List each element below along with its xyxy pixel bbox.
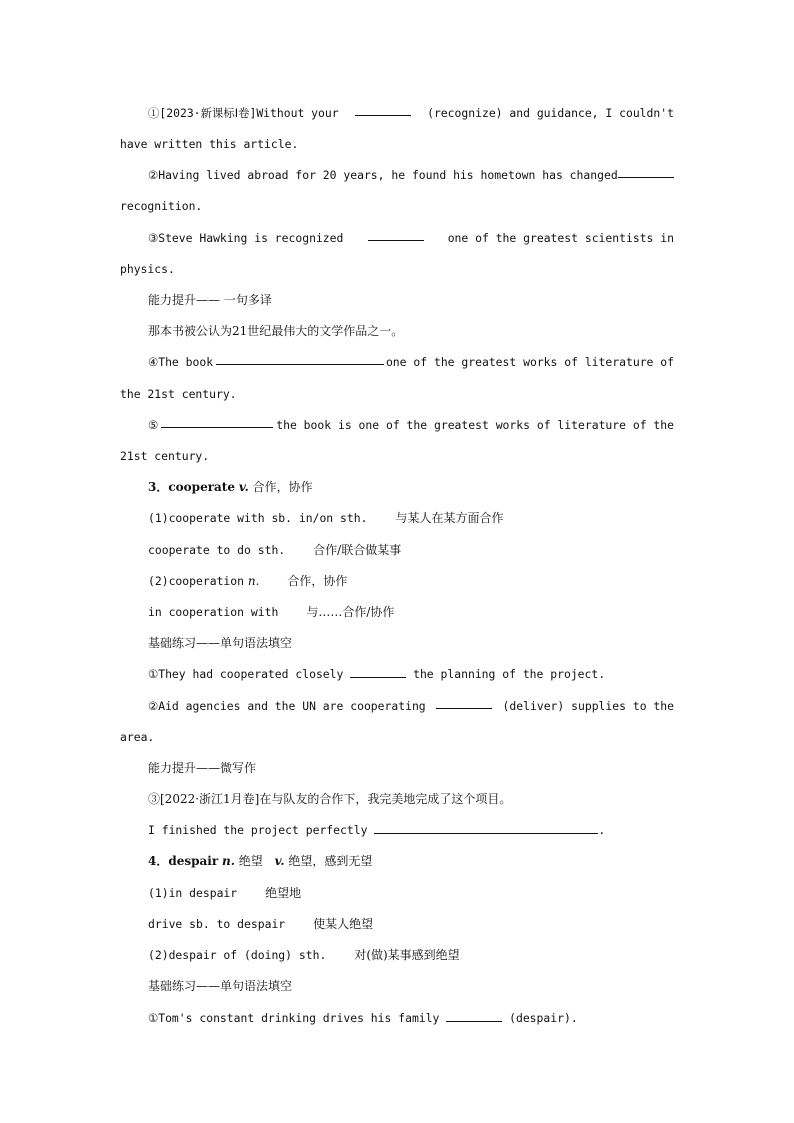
headword: despair bbox=[168, 854, 219, 868]
answer-blank[interactable] bbox=[216, 352, 384, 365]
headword-meaning: 绝望 bbox=[238, 854, 263, 868]
phrase-english: cooperate to do sth. bbox=[148, 543, 286, 557]
phrase-english: (2)despair of (doing) sth. bbox=[148, 948, 327, 962]
answer-blank[interactable] bbox=[355, 103, 411, 116]
phrase-english: in cooperation with bbox=[148, 605, 279, 619]
exercise-3-line bbox=[148, 228, 674, 248]
exercise-2-line bbox=[148, 165, 674, 185]
exercise-5-prefix: ⑤ bbox=[148, 418, 159, 432]
exercise-5-line bbox=[148, 415, 674, 435]
exercise-suffix: the planning of the project. bbox=[413, 667, 606, 681]
exercise-1-suffix: (recognize) and guidance, I couldn't bbox=[427, 106, 674, 120]
headword-meaning: 绝望，感到无望 bbox=[288, 854, 373, 868]
exercise-3-2-line bbox=[148, 696, 674, 716]
phrase-meaning: 对(做)某事感到绝望 bbox=[354, 948, 460, 962]
exercise-prefix: ①They had cooperated closely bbox=[148, 667, 344, 681]
exercise-continuation: area. bbox=[120, 730, 155, 744]
sentence-end: . bbox=[598, 823, 606, 837]
exercise-4-1-line bbox=[148, 1008, 578, 1028]
part-of-speech: v. bbox=[238, 480, 249, 494]
exercise-prefix: ②Aid agencies and the UN are cooperating bbox=[148, 699, 426, 713]
exercise-3-prefix: ③Steve Hawking is recognized bbox=[148, 231, 344, 245]
writing-answer-line bbox=[148, 820, 605, 840]
answer-blank[interactable] bbox=[161, 415, 273, 428]
phrase-meaning: 绝望地 bbox=[265, 886, 302, 900]
section-number: 3． bbox=[148, 480, 169, 494]
exercise-2-continuation: recognition. bbox=[120, 199, 203, 213]
improve-heading: 能力提升—— 一句多译 bbox=[148, 293, 272, 307]
phrase-english: (1)in despair bbox=[148, 886, 238, 900]
answer-blank[interactable] bbox=[436, 696, 492, 709]
phrase-4 bbox=[148, 602, 394, 622]
phrase-meaning: 合作，协作 bbox=[287, 574, 348, 588]
exercise-4-line bbox=[148, 352, 674, 372]
exercise-3-continuation: physics. bbox=[120, 262, 175, 276]
phrase-meaning: 合作/联合做某事 bbox=[313, 543, 402, 557]
answer-blank[interactable] bbox=[350, 665, 406, 678]
exercise-3-suffix: one of the greatest scientists in bbox=[447, 231, 674, 245]
part-of-speech: n. bbox=[222, 854, 235, 868]
phrase-2 bbox=[148, 914, 373, 934]
exercise-4-prefix: ④The book bbox=[148, 355, 214, 369]
exercise-1-prefix: ①[2023·新课标Ⅰ卷]Without your bbox=[148, 106, 339, 120]
part-of-speech: v. bbox=[274, 854, 285, 868]
exercise-2-prefix: ②Having lived abroad for 20 years, he found his hometown has changed bbox=[148, 168, 618, 182]
phrase-meaning: 与某人在某方面合作 bbox=[395, 511, 504, 525]
writing-prompt: ③[2022·浙江1月卷]在与队友的合作下，我完美地完成了这个项目。 bbox=[148, 792, 512, 806]
phrase-meaning: 与……合作/协作 bbox=[306, 605, 395, 619]
exercise-suffix: (despair). bbox=[509, 1011, 578, 1025]
basic-heading: 基础练习——单句语法填空 bbox=[148, 979, 293, 993]
chinese-sentence: 那本书被公认为21世纪最伟大的文学作品之一。 bbox=[148, 324, 404, 338]
phrase-english: drive sb. to despair bbox=[148, 917, 286, 931]
phrase-3 bbox=[148, 571, 347, 591]
phrase-1 bbox=[148, 883, 301, 903]
exercise-5-continuation: 21st century. bbox=[120, 449, 210, 463]
answer-blank[interactable] bbox=[374, 821, 598, 834]
phrase-3 bbox=[148, 945, 460, 965]
basic-heading: 基础练习——单句语法填空 bbox=[148, 636, 293, 650]
phrase-meaning: 使某人绝望 bbox=[313, 917, 374, 931]
section-3-title bbox=[148, 477, 313, 497]
exercise-5-suffix: the book is one of the greatest works of literature of the bbox=[276, 418, 674, 432]
answer-blank[interactable] bbox=[368, 228, 424, 241]
exercise-prefix: ①Tom's constant drinking drives his family bbox=[148, 1011, 440, 1025]
exercise-prefix: I finished the project perfectly bbox=[148, 823, 368, 837]
headword: cooperate bbox=[168, 480, 235, 494]
phrase-english: (1)cooperate with sb. in/on sth. bbox=[148, 511, 368, 525]
phrase-1 bbox=[148, 508, 503, 528]
phrase-english: (2)cooperation bbox=[148, 574, 245, 588]
exercise-4-suffix: one of the greatest works of literature of bbox=[385, 355, 674, 369]
part-of-speech: n. bbox=[247, 574, 260, 588]
exercise-4-continuation: the 21st century. bbox=[120, 387, 237, 401]
exercise-suffix: (deliver) supplies to the bbox=[502, 699, 674, 713]
section-number: 4． bbox=[148, 854, 169, 868]
answer-blank[interactable] bbox=[446, 1009, 502, 1022]
answer-blank[interactable] bbox=[618, 165, 674, 178]
exercise-1-line bbox=[148, 103, 674, 123]
improve-heading: 能力提升——微写作 bbox=[148, 761, 257, 775]
exercise-1-continuation: have written this article. bbox=[120, 137, 299, 151]
section-4-title bbox=[148, 851, 372, 871]
phrase-2 bbox=[148, 540, 401, 560]
exercise-3-1-line bbox=[148, 664, 605, 684]
headword-meaning: 合作，协作 bbox=[252, 480, 313, 494]
